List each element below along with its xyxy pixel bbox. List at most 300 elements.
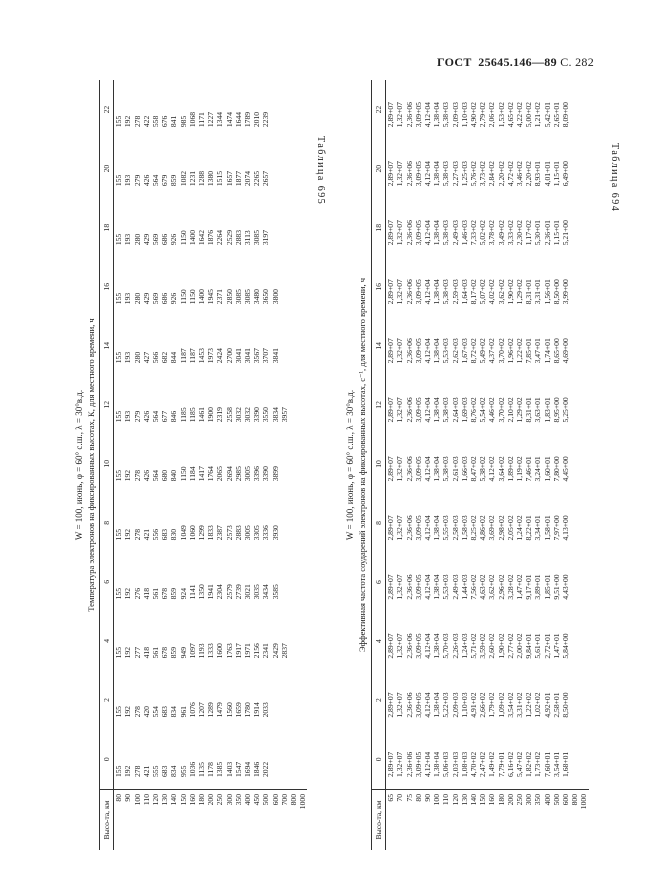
table-cell: 1076: [187, 702, 197, 718]
table-cell: 155: [114, 410, 124, 423]
table-cell: 4,01+01: [542, 161, 552, 187]
height-value: 75: [405, 790, 414, 851]
table-cell: 3,28+02: [505, 574, 515, 600]
table-cell: 3899: [270, 466, 280, 482]
table-cell: 4,12+04: [423, 161, 433, 187]
table-cell: 2,09+03: [450, 692, 460, 718]
table-cell: 1187: [187, 348, 197, 364]
table-cell: 1,10+03: [459, 102, 469, 128]
height-value: 80: [414, 790, 423, 851]
table-cell: 192: [123, 115, 133, 128]
table-cell: 278: [132, 469, 142, 482]
table-cell: 3,46+02: [515, 161, 525, 187]
table-cell: 3005: [243, 466, 253, 482]
table-cell: 1479: [215, 702, 225, 718]
table-cell: [298, 375, 307, 434]
table-cell: 155: [114, 528, 124, 541]
table-cell: 426: [141, 410, 151, 423]
table-cell: 2156: [252, 643, 262, 659]
table-cell: 3,73+02: [478, 161, 488, 187]
table-cell: 7,60+01: [542, 751, 552, 777]
table-cell: [570, 257, 579, 316]
table-row: [451, 80, 460, 850]
table-row: [414, 80, 423, 850]
table-cell: 193: [123, 351, 133, 364]
table-cell: 1,38+04: [432, 338, 442, 364]
table-cell: 426: [141, 174, 151, 187]
table-cell: 1,32+07: [395, 692, 405, 718]
table-row: [160, 80, 169, 850]
hour-column-header: 10: [100, 434, 114, 493]
hour-column-header: 22: [100, 80, 114, 139]
table-cell: 1400: [197, 289, 207, 305]
table-cell: 3336: [261, 525, 271, 541]
table-cell: 278: [132, 115, 142, 128]
table-cell: 3041: [233, 348, 243, 364]
hour-column-header: 12: [100, 375, 114, 434]
table-cell: 3,54+02: [505, 692, 515, 718]
table-cell: 678: [160, 647, 170, 659]
table-cell: 1,38+04: [432, 279, 442, 305]
table-cell: 3707: [261, 348, 271, 364]
table-cell: 2,36+06: [404, 456, 414, 482]
table-cell: 6,16+02: [505, 751, 515, 777]
table-cell: 558: [151, 115, 161, 128]
table-cell: 5,38+02: [478, 456, 488, 482]
table-cell: 4,12+04: [423, 279, 433, 305]
table-cell: 1036: [187, 761, 197, 777]
table695-grid: [371, 80, 589, 850]
table-row: [289, 80, 298, 850]
table-cell: 1,32+07: [395, 102, 405, 128]
table-cell: 3,70+02: [496, 338, 506, 364]
table-cell: 8,17+02: [469, 279, 479, 305]
hour-column-header: 8: [372, 493, 386, 552]
table-cell: 2,05+02: [505, 515, 515, 541]
table-cell: 4,90+02: [469, 102, 479, 128]
table-cell: 561: [151, 587, 161, 600]
table-cell: [579, 316, 588, 375]
table-cell: 1945: [206, 289, 216, 305]
table-cell: 859: [169, 174, 179, 187]
table-cell: 677: [160, 410, 170, 423]
table-cell: 2065: [215, 466, 225, 482]
table-cell: 4,69+00: [561, 338, 571, 364]
table-cell: 3113: [243, 230, 253, 246]
table-row: [405, 80, 414, 850]
table-694-title: W = 100, июнь, φ = 60° с.ш., λ = 30°в.д.: [74, 389, 84, 541]
table-cell: 1344: [215, 111, 225, 128]
table-row: [478, 80, 487, 850]
table-row: [151, 80, 160, 850]
table-cell: [289, 198, 298, 257]
table-cell: 554: [151, 706, 161, 718]
table-cell: [570, 612, 579, 671]
table-cell: 2573: [224, 525, 234, 541]
table-cell: 421: [141, 765, 151, 777]
table-cell: 686: [160, 292, 170, 305]
table-cell: [579, 730, 588, 790]
table-cell: 859: [169, 647, 179, 659]
table-cell: 2,58+03: [450, 515, 460, 541]
table-cell: 1,19+02: [515, 456, 525, 482]
table-cell: 1,29+02: [515, 397, 525, 423]
table-cell: 1,10+03: [459, 692, 469, 718]
table-row: [133, 80, 142, 850]
table-cell: 1941: [206, 584, 216, 600]
table-cell: [289, 434, 298, 493]
table-cell: 834: [169, 765, 179, 777]
table-cell: 2,89+07: [386, 751, 396, 777]
table-cell: 1,90+02: [505, 279, 515, 305]
table-cell: 2,89+07: [386, 692, 396, 718]
table-cell: 427: [141, 351, 151, 364]
table-cell: 1185: [178, 407, 188, 423]
table-cell: 1,32+07: [395, 397, 405, 423]
hour-column-header: 12: [372, 375, 386, 434]
table-cell: [280, 552, 289, 611]
table-cell: 4,72+02: [505, 161, 515, 187]
height-value: 180: [497, 790, 506, 851]
table-cell: 2,89+07: [386, 338, 396, 364]
table-cell: 9,51+00: [551, 574, 561, 600]
table-cell: 5,22+03: [441, 692, 451, 718]
table-cell: [570, 80, 579, 139]
table-cell: 1,73+02: [533, 751, 543, 777]
height-value: 600: [561, 790, 570, 851]
table-row: [543, 80, 552, 850]
table-row: [506, 80, 515, 850]
table-cell: 1900: [206, 407, 216, 423]
table-cell: 8,65+00: [551, 338, 561, 364]
table-695-label: Таблица 695: [315, 136, 326, 206]
table-cell: 5,07+02: [478, 279, 488, 305]
table-cell: [289, 611, 298, 670]
table-cell: 3,70+02: [496, 397, 506, 423]
table-cell: [570, 730, 579, 790]
table-cell: 1187: [178, 348, 188, 364]
table-cell: 7,97+00: [551, 515, 561, 541]
table-cell: 1,38+04: [432, 692, 442, 718]
height-value: 1000: [298, 790, 307, 851]
table-cell: 1,79+02: [487, 692, 497, 718]
table-cell: [271, 670, 280, 729]
table-cell: 8,31+01: [524, 279, 534, 305]
hour-column-header: 16: [100, 257, 114, 316]
table-cell: 193: [123, 174, 133, 187]
table-cell: 2,36+06: [404, 338, 414, 364]
hour-column-header: 0: [372, 730, 386, 790]
table-cell: [579, 671, 588, 730]
table-cell: 2239: [261, 111, 271, 128]
table-cell: 1,15+01: [551, 220, 561, 246]
hour-column-header: 16: [372, 257, 386, 316]
table-cell: 3085: [233, 289, 243, 305]
table-cell: 1,29+02: [515, 279, 525, 305]
table-cell: 1227: [206, 111, 216, 128]
hour-column-header: 8: [100, 493, 114, 552]
table-cell: 277: [132, 647, 142, 659]
hour-column-header: 2: [100, 670, 114, 729]
table-cell: 1400: [187, 229, 197, 246]
hour-column-header: 6: [100, 552, 114, 611]
table-cell: 3396: [252, 466, 262, 482]
table-cell: 679: [160, 174, 170, 187]
table-cell: 3,59+02: [478, 633, 488, 659]
table-cell: 569: [151, 292, 161, 305]
table-cell: 4,86+02: [478, 515, 488, 541]
table-cell: 3,31+01: [533, 279, 543, 305]
table-cell: 4,13+00: [561, 515, 571, 541]
table-cell: 278: [132, 706, 142, 718]
table-cell: 5,54+02: [478, 397, 488, 423]
table-cell: 2985: [233, 466, 243, 482]
table-cell: [289, 316, 298, 375]
table-cell: 1,32+07: [395, 751, 405, 777]
table-cell: [289, 552, 298, 611]
table-cell: [570, 139, 579, 198]
table-row: [515, 80, 524, 850]
height-value: 130: [460, 790, 469, 851]
table-cell: 3,64+02: [496, 456, 506, 482]
table-cell: 8,22+01: [524, 515, 534, 541]
table-cell: 2,79+02: [478, 102, 488, 128]
table-cell: 1657: [224, 170, 234, 187]
table-cell: [298, 493, 307, 552]
table-cell: 2883: [233, 525, 243, 541]
table-cell: 2,49+03: [450, 220, 460, 246]
height-value: 400: [543, 790, 552, 851]
hour-column-header: 14: [100, 316, 114, 375]
table-cell: 2,20+02: [496, 161, 506, 187]
table-cell: 2319: [215, 407, 225, 423]
table-cell: [289, 80, 298, 139]
table-cell: 4,12+04: [423, 751, 433, 777]
table-cell: [280, 80, 289, 139]
hour-column-header: 20: [100, 139, 114, 198]
table-cell: 683: [160, 765, 170, 777]
table-cell: 4,91+02: [469, 692, 479, 718]
table-row: [469, 80, 478, 850]
table-cell: 1,32+07: [395, 456, 405, 482]
table-row: [188, 80, 197, 850]
table-cell: 1876: [206, 229, 216, 246]
table-cell: 280: [132, 233, 142, 246]
table-cell: 5,00+02: [524, 102, 534, 128]
table-cell: 2,00+02: [515, 633, 525, 659]
hour-column-header: 18: [372, 198, 386, 257]
table-cell: 1,69+03: [459, 397, 469, 423]
table-cell: 1,22+02: [524, 692, 534, 718]
table-cell: 1,83+01: [542, 397, 552, 423]
height-value: 150: [478, 790, 487, 851]
table-cell: 2424: [215, 348, 225, 364]
table-cell: 1141: [187, 584, 197, 600]
table-cell: 830: [169, 528, 179, 541]
table-cell: 1,32+07: [395, 161, 405, 187]
height-value: 400: [243, 790, 252, 851]
table-cell: 2739: [233, 584, 243, 600]
table-694-subtitle: Температура электронов на фиксированных высотах, К, для местного времени, ч: [86, 318, 96, 612]
table-cell: 3,24+01: [533, 456, 543, 482]
table-cell: 3800: [270, 289, 280, 305]
table-cell: 3585: [270, 584, 280, 600]
table-cell: 4,12+04: [423, 515, 433, 541]
table-cell: [298, 139, 307, 198]
table-cell: 426: [141, 469, 151, 482]
table-cell: 2,36+06: [404, 102, 414, 128]
table-cell: 3480: [252, 289, 262, 305]
table-cell: 5,38+03: [441, 456, 451, 482]
table-cell: 1380: [206, 170, 216, 187]
table-cell: 1049: [178, 525, 188, 541]
height-value: 250: [515, 790, 524, 851]
table-cell: 2,27+03: [450, 161, 460, 187]
table-cell: 3,09+05: [413, 102, 423, 128]
table-cell: 279: [132, 174, 142, 187]
table-cell: 5,38+03: [441, 397, 451, 423]
table-cell: 2579: [224, 584, 234, 600]
table-cell: 2837: [279, 643, 289, 659]
table-cell: 1150: [178, 289, 188, 305]
table-cell: 4,12+04: [423, 692, 433, 718]
hour-column-header: 22: [372, 80, 386, 139]
table-cell: 1097: [187, 643, 197, 659]
table-cell: 4,12+04: [423, 633, 433, 659]
hour-column-header: 10: [372, 434, 386, 493]
table-cell: 4,45+00: [561, 456, 571, 482]
table-cell: 1659: [233, 702, 243, 718]
table-row: [423, 80, 432, 850]
table-row: [234, 80, 243, 850]
table-cell: 1644: [233, 111, 243, 128]
table-cell: 1385: [215, 761, 225, 777]
hour-column-header: 20: [372, 139, 386, 198]
table-cell: 1642: [197, 229, 207, 246]
table-cell: 5,84+00: [561, 633, 571, 659]
table-cell: 1,38+04: [432, 161, 442, 187]
height-value: 200: [506, 790, 515, 851]
table-cell: 1547: [233, 761, 243, 777]
table-cell: 1,49+02: [487, 751, 497, 777]
table-cell: 2,36+01: [542, 220, 552, 246]
table-cell: 2,84+02: [487, 161, 497, 187]
table-cell: 5,38+03: [441, 279, 451, 305]
table-cell: 1193: [197, 643, 207, 659]
table-cell: 1,64+03: [459, 279, 469, 305]
table-cell: 2,58+01: [551, 692, 561, 718]
table-cell: 2657: [261, 170, 271, 187]
table-cell: 3,99+00: [561, 279, 571, 305]
table-cell: 1,58+01: [542, 515, 552, 541]
table-cell: [570, 493, 579, 552]
table-cell: 422: [141, 115, 151, 128]
table-row: [114, 80, 124, 850]
table-cell: 192: [123, 647, 133, 659]
hour-column-header: 4: [372, 612, 386, 671]
table-cell: 5,47+02: [515, 751, 525, 777]
table-cell: 2,10+02: [505, 397, 515, 423]
height-value: 800: [289, 790, 298, 851]
table-cell: [280, 316, 289, 375]
table-cell: 1350: [197, 584, 207, 600]
table-cell: 1,38+04: [432, 633, 442, 659]
table-cell: 2022: [261, 761, 271, 777]
table-cell: 193: [123, 292, 133, 305]
table-cell: [579, 80, 588, 139]
table-cell: 9,17+01: [524, 574, 534, 600]
table-cell: 3,09+05: [413, 751, 423, 777]
table-cell: 2883: [233, 229, 243, 246]
table-cell: 2,89+07: [386, 161, 396, 187]
table-cell: 5,25+00: [561, 397, 571, 423]
table-cell: 7,56+02: [469, 574, 479, 600]
table-row: [524, 80, 533, 850]
table-cell: [579, 375, 588, 434]
table-row: [561, 80, 570, 850]
table-cell: 3,09+05: [413, 397, 423, 423]
table-cell: 5,02+02: [478, 220, 488, 246]
table-cell: [579, 257, 588, 316]
height-value: 120: [451, 790, 460, 851]
height-value: 250: [215, 790, 224, 851]
table-cell: 2694: [224, 466, 234, 482]
table-cell: 5,30+01: [533, 220, 543, 246]
table-cell: 192: [123, 706, 133, 718]
table-row: [441, 80, 450, 850]
table-cell: 1,74+01: [542, 338, 552, 364]
table-cell: 1,44+03: [459, 574, 469, 600]
table-cell: 1,46+03: [459, 220, 469, 246]
hour-column-header: 18: [100, 198, 114, 257]
standard-number: 25645.146—89: [478, 55, 557, 69]
table-cell: 8,76+02: [469, 397, 479, 423]
table-cell: 1068: [187, 111, 197, 128]
table-cell: 1,38+04: [432, 574, 442, 600]
table-cell: 5,21+00: [561, 220, 571, 246]
table-cell: 2,89+07: [386, 279, 396, 305]
table-cell: 3,09+05: [413, 456, 423, 482]
table-row: [252, 80, 261, 850]
table-cell: 1,66+03: [459, 456, 469, 482]
table-cell: 4,92+01: [542, 692, 552, 718]
table-cell: 1,38+04: [432, 515, 442, 541]
height-value: 80: [114, 790, 124, 851]
table-cell: 8,72+02: [469, 338, 479, 364]
table-cell: 4,63+02: [478, 574, 488, 600]
page-header: [437, 55, 594, 70]
table-cell: 4,12+04: [423, 397, 433, 423]
table-cell: 4,02+02: [487, 279, 497, 305]
table-cell: 2,47+02: [478, 751, 488, 777]
table-cell: 3,47+01: [533, 338, 543, 364]
table-cell: 9,84+01: [524, 633, 534, 659]
height-value: 140: [169, 790, 178, 851]
table-cell: 4,70+02: [469, 751, 479, 777]
table-cell: 1,47+01: [551, 633, 561, 659]
table-cell: 1150: [178, 230, 188, 246]
table-cell: 4,12+04: [423, 102, 433, 128]
table-cell: 2,61+03: [450, 456, 460, 482]
table-cell: 3434: [261, 584, 271, 600]
table-cell: 4,43+00: [561, 574, 571, 600]
table-cell: 2,36+06: [404, 220, 414, 246]
table-cell: 1763: [224, 643, 234, 659]
table-cell: 429: [141, 292, 151, 305]
table-cell: 155: [114, 765, 124, 777]
table-cell: 2264: [215, 229, 225, 246]
table-cell: 1973: [206, 348, 216, 364]
